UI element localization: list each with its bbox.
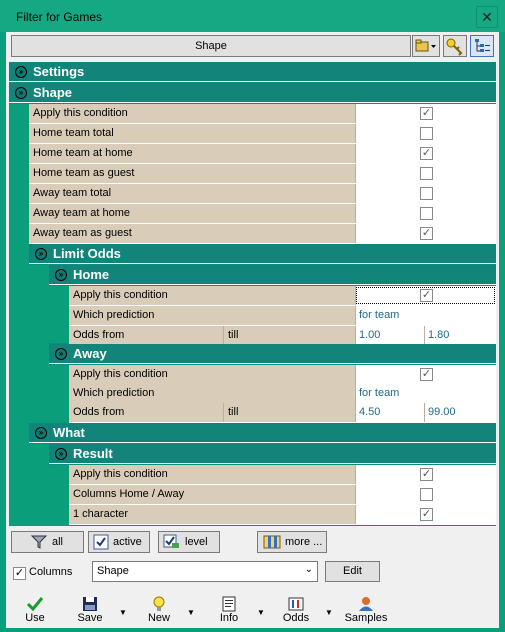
row-value[interactable] [355, 306, 496, 325]
row-label: 1 character [69, 505, 355, 524]
row-label: Home team as guest [29, 164, 355, 183]
odds-from-cell[interactable] [355, 403, 424, 422]
row-checkbox[interactable]: ✓ [421, 107, 432, 119]
row-checkbox[interactable] [420, 187, 433, 200]
expand-icon[interactable]: » [15, 87, 27, 99]
columns-more-icon [263, 535, 281, 549]
section-away[interactable]: » Away [49, 344, 496, 364]
result-row[interactable] [69, 505, 496, 525]
till-label: till [223, 403, 355, 422]
active-button[interactable]: active [88, 531, 150, 553]
tree-gutter [49, 286, 69, 343]
row-label: Odds from [69, 326, 223, 345]
new-dropdown-arrow-icon[interactable]: ▼ [187, 608, 195, 617]
row-checkbox[interactable]: ✓ [421, 508, 432, 520]
row-value[interactable] [355, 286, 496, 305]
odds-table-icon [287, 596, 305, 612]
row-value[interactable] [355, 204, 496, 223]
odds-from-value[interactable]: 4.50 [359, 406, 381, 418]
away-apply-row[interactable] [69, 365, 496, 385]
row-checkbox[interactable] [420, 207, 433, 220]
samples-icon [357, 596, 375, 612]
check-icon [93, 534, 109, 550]
key-icon [444, 36, 466, 56]
tree-settings-icon [471, 36, 493, 56]
info-dropdown-arrow-icon[interactable]: ▼ [257, 608, 265, 617]
row-label: Which prediction [69, 384, 355, 403]
level-check-icon [163, 534, 181, 550]
row-checkbox[interactable]: ✓ [421, 227, 432, 239]
row-value[interactable] [355, 164, 496, 183]
columns-label: Columns [29, 566, 73, 578]
folder-dropdown-button[interactable] [412, 35, 440, 57]
row-label: Away team total [29, 184, 355, 203]
home-apply-checkbox[interactable]: ✓ [421, 289, 432, 301]
home-odds-row[interactable] [69, 326, 496, 346]
row-value[interactable] [355, 465, 496, 484]
odds-from-value[interactable]: 1.00 [359, 329, 381, 341]
window-title: Filter for Games [16, 10, 103, 24]
row-label: Columns Home / Away [69, 485, 355, 504]
info-document-icon [220, 596, 238, 612]
result-row[interactable] [69, 465, 496, 485]
row-checkbox[interactable]: ✓ [421, 468, 432, 480]
row-label: Apply this condition [69, 365, 355, 384]
odds-till-value[interactable]: 99.00 [428, 406, 456, 418]
section-shape[interactable]: » Shape [9, 83, 496, 103]
row-value[interactable] [355, 184, 496, 203]
odds-till-cell[interactable] [424, 403, 496, 422]
client-area [6, 32, 499, 628]
row-label: Apply this condition [69, 286, 355, 305]
odds-till-cell[interactable] [424, 326, 496, 345]
odds-from-cell[interactable] [355, 326, 424, 345]
expand-icon[interactable]: » [55, 448, 67, 460]
expand-icon[interactable]: » [35, 427, 47, 439]
row-checkbox[interactable] [420, 488, 433, 501]
select-value: Shape [97, 565, 129, 577]
tree-gutter [29, 265, 49, 425]
edit-button[interactable]: Edit [325, 561, 380, 582]
shape-header-button[interactable]: Shape [11, 35, 411, 57]
tree-gutter [9, 104, 29, 556]
section-limit-odds[interactable]: » Limit Odds [29, 244, 496, 264]
row-checkbox[interactable] [420, 167, 433, 180]
home-prediction-row[interactable] [69, 306, 496, 326]
level-button[interactable]: level [158, 531, 220, 553]
floppy-disk-icon [81, 596, 99, 612]
prediction-value[interactable]: for team [359, 387, 400, 399]
columns-select[interactable] [92, 561, 318, 582]
row-label: Away team at home [29, 204, 355, 223]
section-result[interactable]: » Result [49, 444, 496, 464]
checkmark-icon [26, 596, 44, 612]
row-value[interactable] [355, 365, 496, 384]
columns-bar [6, 558, 499, 588]
bottom-toolbar [6, 594, 499, 628]
row-label: Home team total [29, 124, 355, 143]
away-prediction-row[interactable] [69, 384, 496, 404]
row-checkbox[interactable] [420, 127, 433, 140]
new-button[interactable]: New [141, 594, 177, 628]
info-button[interactable]: Info [211, 594, 247, 628]
row-label: Which prediction [69, 306, 355, 325]
expand-icon[interactable]: » [55, 348, 67, 360]
row-label: Home team at home [29, 144, 355, 163]
row-value[interactable] [355, 104, 496, 123]
home-apply-row[interactable] [69, 286, 496, 306]
expand-icon[interactable]: » [15, 66, 27, 78]
section-what[interactable]: » What [29, 423, 496, 443]
folder-icon [413, 36, 439, 56]
row-checkbox[interactable]: ✓ [421, 147, 432, 159]
chevron-down-icon[interactable]: ⌄ [304, 564, 313, 575]
key-button[interactable] [443, 35, 467, 57]
shape-row[interactable] [29, 204, 496, 224]
filter-tree[interactable] [9, 62, 496, 556]
row-label: Apply this condition [69, 465, 355, 484]
shape-row[interactable] [29, 104, 496, 124]
shape-row[interactable] [29, 124, 496, 144]
save-dropdown-arrow-icon[interactable]: ▼ [119, 608, 127, 617]
samples-button[interactable]: Samples [342, 594, 390, 628]
tree-view-button[interactable] [470, 35, 494, 57]
more-button[interactable]: more ... [257, 531, 327, 553]
row-value[interactable] [355, 485, 496, 504]
prediction-value[interactable]: for team [359, 309, 400, 321]
row-label: Away team as guest [29, 224, 355, 243]
lightbulb-icon [150, 596, 168, 612]
close-button[interactable]: ✕ [476, 6, 498, 28]
till-label: till [223, 326, 355, 345]
row-value[interactable] [355, 224, 496, 243]
row-label: Apply this condition [29, 104, 355, 123]
odds-till-value[interactable]: 1.80 [428, 329, 450, 341]
columns-checkbox[interactable]: ✓ [14, 567, 25, 579]
save-button[interactable]: Save [72, 594, 108, 628]
section-settings[interactable]: » Settings [9, 62, 496, 82]
row-value[interactable] [355, 124, 496, 143]
row-value[interactable] [355, 144, 496, 163]
row-label: Odds from [69, 403, 223, 422]
expand-icon[interactable]: » [55, 269, 67, 281]
row-value[interactable] [355, 384, 496, 403]
filter-bar [6, 526, 499, 558]
odds-button[interactable]: Odds [278, 594, 314, 628]
tree-gutter [49, 365, 69, 425]
all-button[interactable]: all [11, 531, 84, 553]
shape-row[interactable] [29, 224, 496, 244]
shape-row[interactable] [29, 184, 496, 204]
title-bar[interactable] [0, 0, 505, 32]
expand-icon[interactable]: » [35, 248, 47, 260]
shape-row[interactable] [29, 164, 496, 184]
shape-row[interactable] [29, 144, 496, 164]
row-value[interactable] [355, 505, 496, 524]
funnel-icon [30, 534, 48, 550]
away-apply-checkbox[interactable]: ✓ [421, 368, 432, 380]
result-row[interactable] [69, 485, 496, 505]
use-button[interactable]: Use [18, 594, 52, 628]
away-odds-row[interactable] [69, 403, 496, 423]
odds-dropdown-arrow-icon[interactable]: ▼ [325, 608, 333, 617]
section-home[interactable]: » Home [49, 265, 496, 285]
